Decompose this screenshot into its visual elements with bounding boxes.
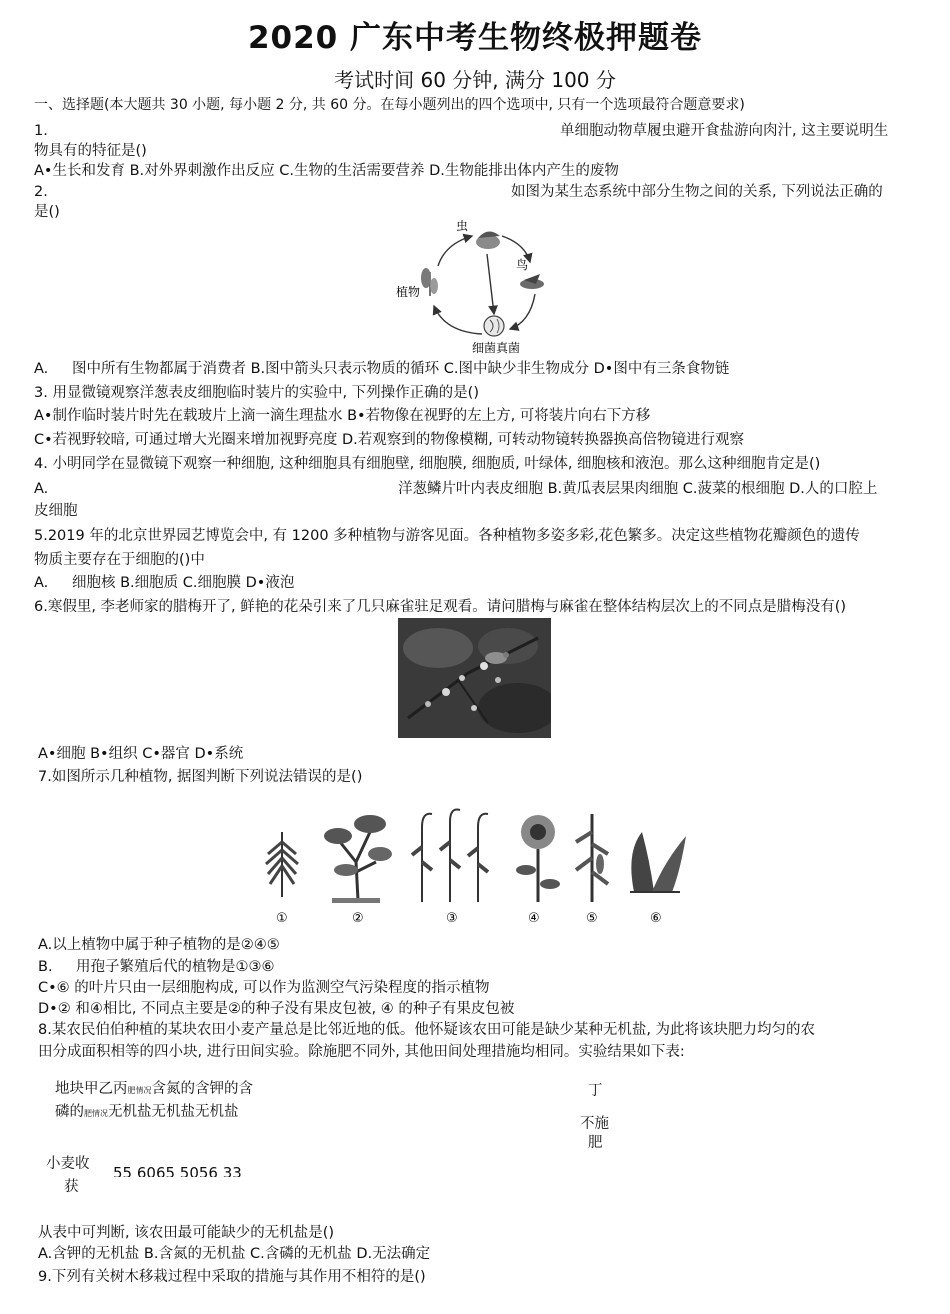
q7-option-b-letter: B. (38, 959, 53, 975)
q2-stem: 如图为某生态系统中部分生物之间的关系, 下列说法正确的 (511, 184, 883, 200)
insect-label: 虫 (456, 219, 469, 233)
q9-stem: 9.下列有关树木移栽过程中采取的措施与其作用不相符的是() (38, 1269, 426, 1285)
q4-stem: 4. 小明同学在显微镜下观察一种细胞, 这种细胞具有细胞壁, 细胞膜, 细胞质, 叶绿体, 细胞核和液泡。那么这种细胞肯定是() (34, 456, 821, 472)
plant-label-1: ① (276, 911, 288, 926)
q6-options: A•细胞 B•组织 C•器官 D•系统 (38, 746, 244, 762)
q1-options: A•生长和发育 B.对外界刺激作出反应 C.生物的生活需要营养 D.生物能排出体内产生的废物 (34, 163, 619, 179)
table-row-values: 55 6065 5056 33 (113, 1164, 242, 1177)
q4-options: 洋葱鳞片叶内表皮细胞 B.黄瓜表层果肉细胞 C.菠菜的根细胞 D.人的口腔上 (398, 481, 878, 497)
microbe-label: 细菌真菌 (472, 341, 521, 355)
table-row-label-2: 获 (64, 1179, 79, 1195)
plant-label: 植物 (396, 285, 421, 299)
pine-tree-icon (324, 815, 392, 903)
q4-options-cont: 皮细胞 (34, 503, 78, 519)
microbe-icon (484, 316, 504, 336)
seedling-icon (412, 810, 488, 903)
q2-stem-cont: 是() (34, 204, 60, 220)
page-subtitle: 考试时间 60 分钟, 满分 100 分 (334, 68, 616, 92)
bird-icon (520, 274, 544, 289)
section-heading: 一、选择题(本大题共 30 小题, 每小题 2 分, 共 60 分。在每小题列出的四个选项中, 只有一个选项最符合题意要求) (34, 97, 745, 113)
q7-option-a: A.以上植物中属于种子植物的是②④⑤ (38, 937, 280, 953)
bird-label: 鸟 (516, 258, 529, 272)
q8-stem: 8.某农民伯伯种植的某块农田小麦产量总是比邻近地的低。他怀疑该农田可能是缺少某种无机盐, 为此将该块肥力均匀的农 (38, 1022, 816, 1038)
q2-number: 2. (34, 184, 48, 200)
q8-stem-cont: 田分成面积相等的四小块, 进行田间实验。除施肥不同外, 其他田间处理措施均相同。实验结果如下表: (38, 1044, 685, 1060)
table-header-phosphorus: 磷的 (55, 1104, 84, 1120)
plant-label-5: ⑤ (586, 911, 598, 926)
q3-stem: 3. 用显微镜观察洋葱表皮细胞临时装片的实验中, 下列操作正确的是() (34, 385, 479, 401)
table-header-note-2: 肥情况 (84, 1109, 108, 1118)
q1-stem: 单细胞动物草履虫避开食盐游向肉汁, 这主要说明生 (560, 123, 889, 139)
moss-icon (630, 832, 686, 892)
q1-number: 1. (34, 123, 48, 139)
q4-options-letter: A. (34, 481, 49, 497)
plant-label-3: ③ (446, 911, 458, 926)
table-header-no-fert-1: 不施 (580, 1116, 609, 1132)
q2-options: 图中所有生物都属于消费者 B.图中箭头只表示物质的循环 C.图中缺少非生物成分 D•图中有三条食物链 (72, 361, 730, 377)
q7-option-c: C•⑥ 的叶片只由一层细胞构成, 可以作为监测空气污染程度的指示植物 (38, 980, 490, 996)
q7-stem: 7.如图所示几种植物, 据图判断下列说法错误的是() (38, 769, 363, 785)
table-header-salts: 无机盐无机盐无机盐 (108, 1104, 239, 1120)
q5-stem: 5.2019 年的北京世界园艺博览会中, 有 1200 多种植物与游客见面。各种植物多姿多彩,花色繁多。决定这些植物花瓣颜色的遗传 (34, 528, 860, 544)
table-header-row2 (55, 1103, 239, 1123)
insect-icon (476, 231, 500, 249)
table-header-row1 (55, 1080, 253, 1100)
wintersweet-sparrow-photo (398, 618, 551, 738)
q1-stem-cont: 物具有的特征是() (34, 143, 147, 159)
page-title: 2020 广东中考生物终极押题卷 (247, 20, 703, 56)
table-header-note: 肥情况 (127, 1086, 152, 1095)
q7-option-b: 用孢子繁殖后代的植物是①③⑥ (76, 959, 275, 975)
q6-stem: 6.寒假里, 李老师家的腊梅开了, 鲜艳的花朵引来了几只麻雀驻足观看。请问腊梅与麻雀在整体结构层次上的不同点是腊梅没有() (34, 599, 847, 615)
q2-options-letter: A. (34, 361, 49, 377)
plant-icon (421, 268, 438, 296)
q3-options-ab: A•制作临时装片时先在载玻片上滴一滴生理盐水 B•若物像在视野的左上方, 可将装片向右下方移 (34, 408, 651, 424)
corn-plant-icon (576, 814, 608, 902)
ecosystem-diagram (390, 214, 560, 358)
table-header-ding: 丁 (588, 1083, 603, 1099)
q8-question: 从表中可判断, 该农田最可能缺少的无机盐是() (38, 1225, 335, 1241)
table-header-plots: 地块甲乙丙 (55, 1081, 128, 1097)
q5-options: 细胞核 B.细胞质 C.细胞膜 D•液泡 (72, 575, 295, 591)
q5-stem-cont: 物质主要存在于细胞的()中 (34, 552, 205, 568)
q8-options: A.含钾的无机盐 B.含氮的无机盐 C.含磷的无机盐 D.无法确定 (38, 1246, 431, 1262)
q3-options-cd: C•若视野较暗, 可通过增大光圈来增加视野亮度 D.若观察到的物像模糊, 可转动物镜转换器换高倍物镜进行观察 (34, 432, 744, 448)
plants-figure (250, 792, 700, 928)
plant-label-6: ⑥ (650, 911, 662, 926)
table-header-no-fert-2: 肥 (588, 1135, 603, 1151)
fern-icon (266, 832, 298, 897)
q5-options-letter: A. (34, 575, 49, 591)
table-row-label-1: 小麦收 (46, 1156, 90, 1172)
q7-option-d: D•② 和④相比, 不同点主要是②的种子没有果皮包被, ④ 的种子有果皮包被 (38, 1001, 515, 1017)
table-header-fertilizers: 含氮的含钾的含 (151, 1081, 253, 1097)
plant-label-4: ④ (528, 911, 540, 926)
plant-label-2: ② (352, 911, 364, 926)
sunflower-icon (516, 815, 560, 902)
